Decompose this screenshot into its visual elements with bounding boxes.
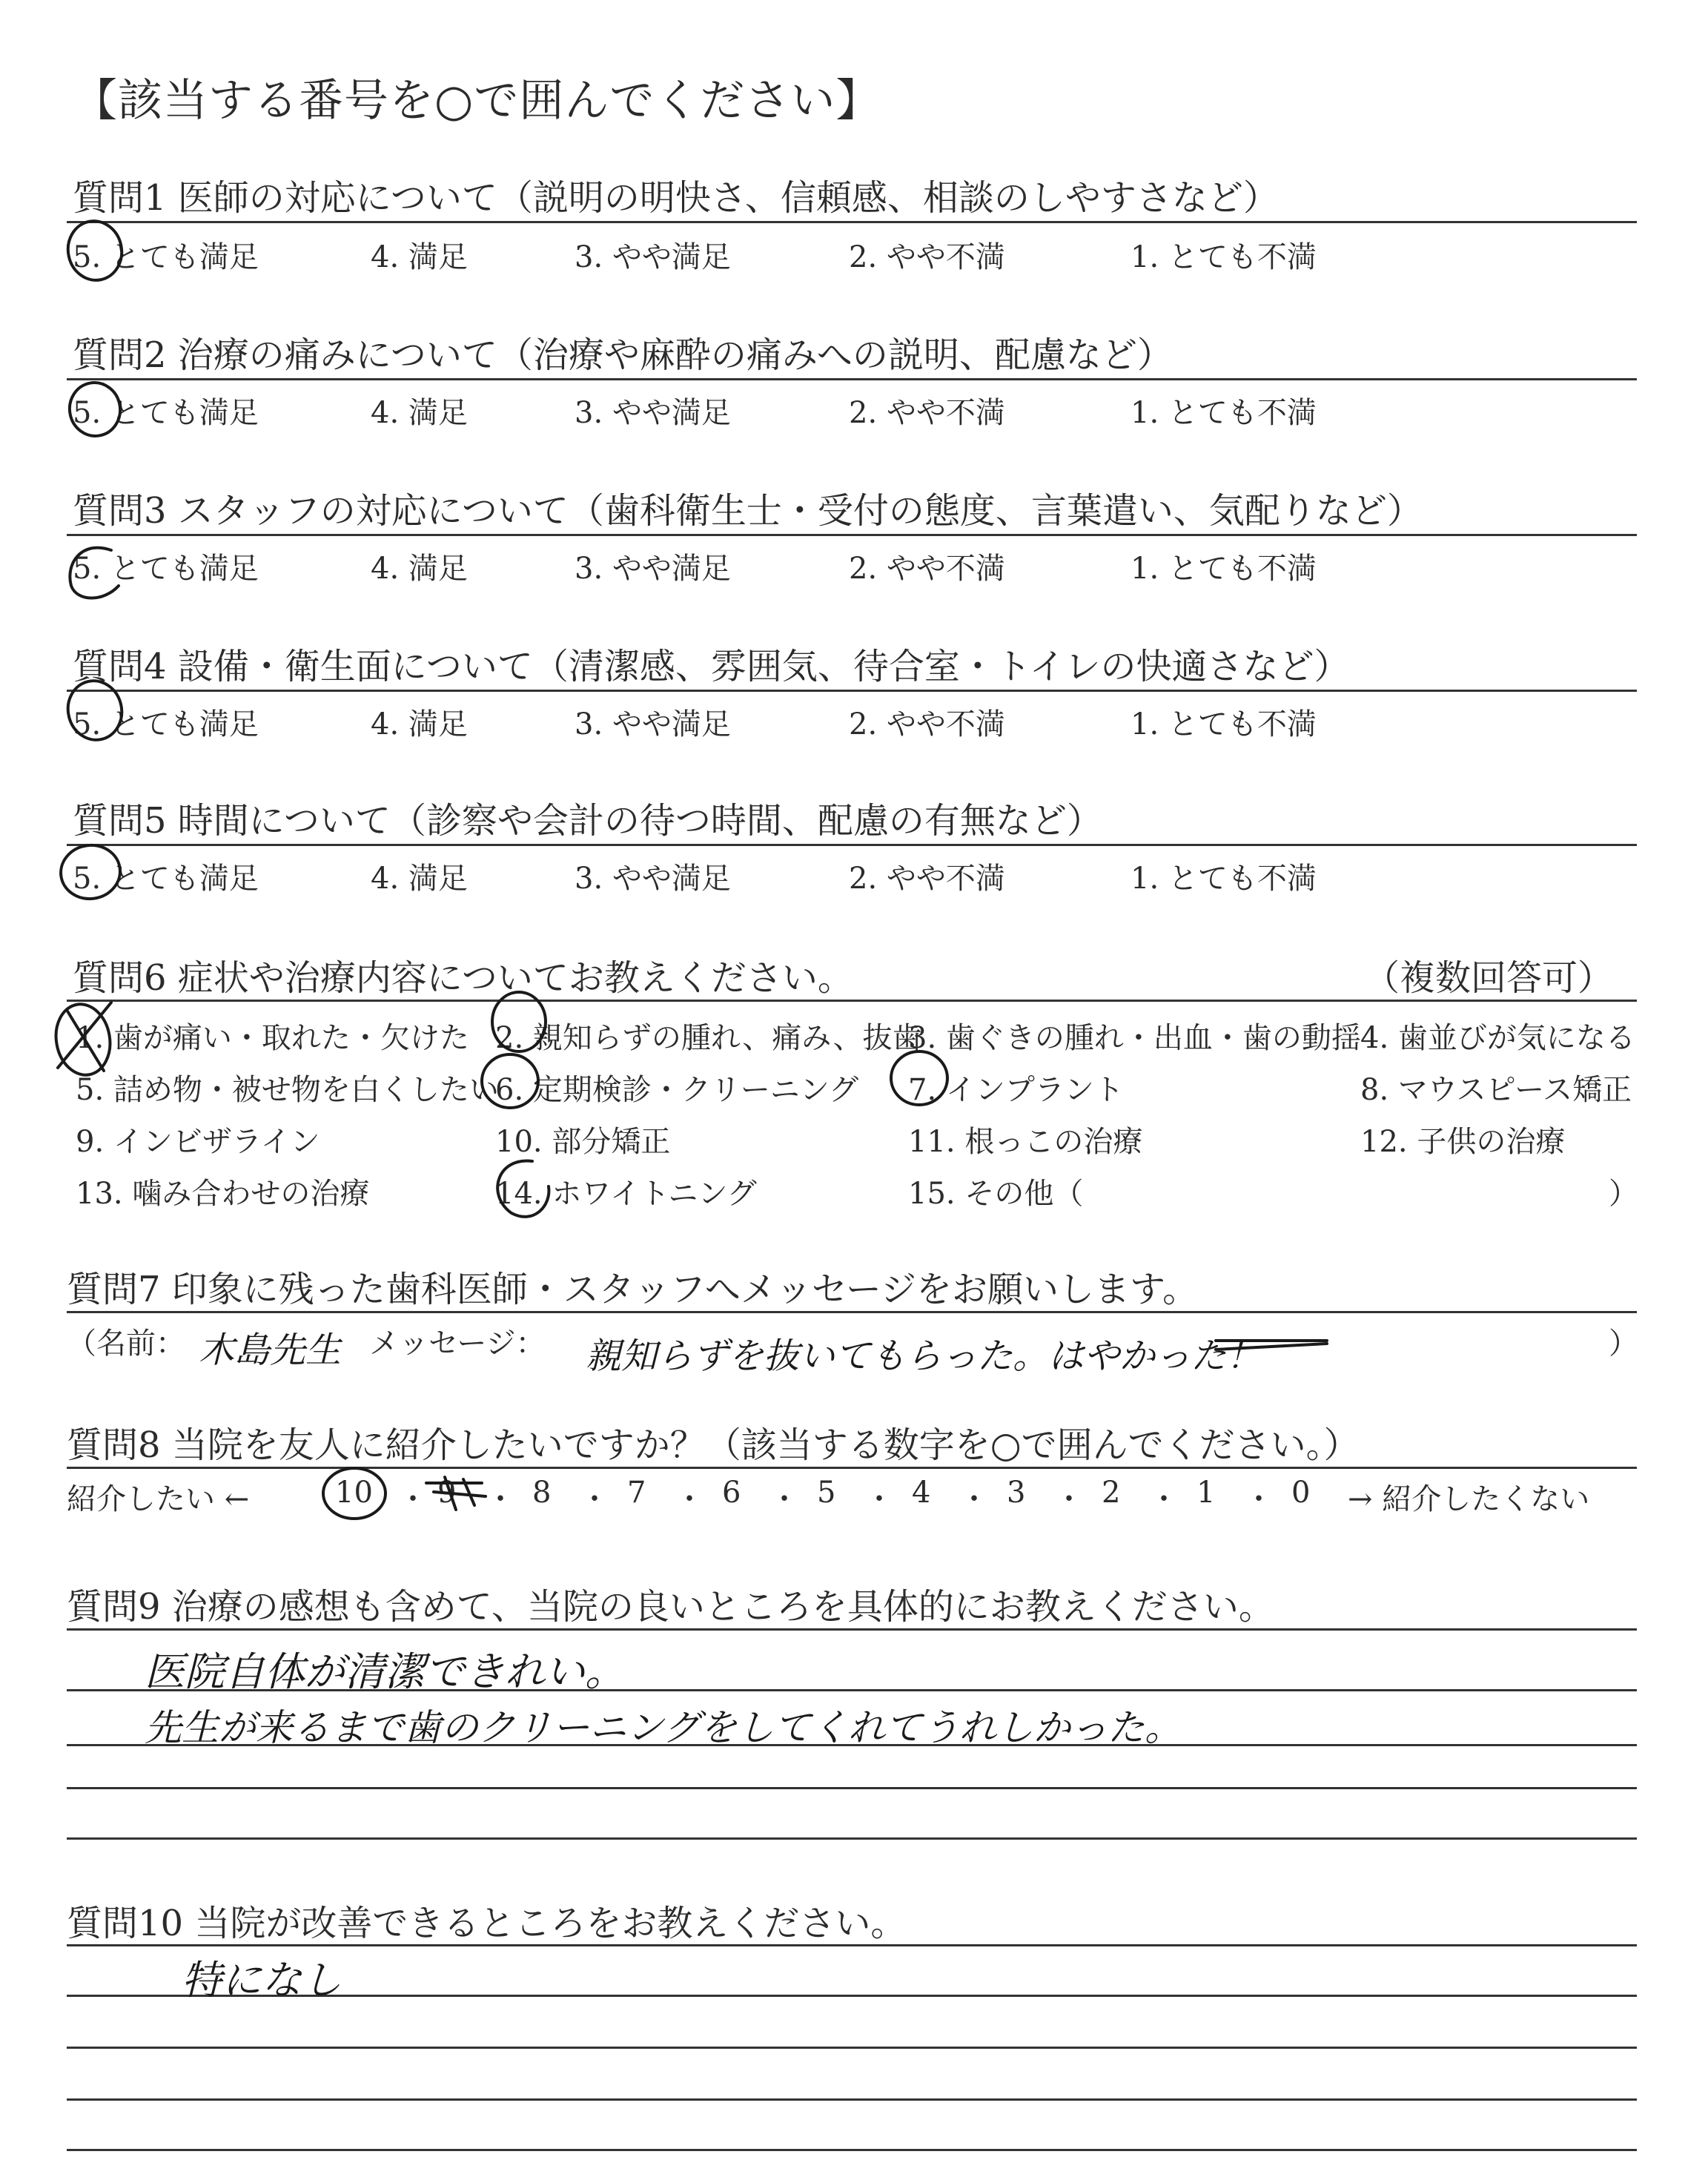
q8-sep: ・ [1054,1482,1084,1516]
q5-option-4[interactable]: 4. 満足 [371,862,468,896]
q6-option-15[interactable]: 15. その他（ [908,1177,1084,1211]
q8-sep: ・ [864,1482,894,1516]
q10-rule-1 [67,1944,1637,1946]
q1-rule [67,221,1637,223]
q4-option-2[interactable]: 2. やや不満 [849,707,1005,742]
q4-option-1[interactable]: 1. とても不満 [1131,707,1317,742]
q8-scale-0[interactable]: 0 [1291,1476,1311,1510]
q2-rule [67,378,1637,380]
q6-option-12[interactable]: 12. 子供の治療 [1360,1125,1566,1159]
q9-answer-line-2[interactable]: 先生が来るまで歯のクリーニングをしてくれてうれしかった。 [145,1706,1182,1749]
q4-label: 質問4 設備・衛生面について（清潔感、雰囲気、待合室・トイレの快適さなど） [73,646,1350,687]
q6-rule [67,1000,1637,1002]
q10-answer-line-1[interactable]: 特になし [182,1957,342,2004]
q6-option-7[interactable]: 7. インプラント [908,1073,1124,1107]
q3-option-2[interactable]: 2. やや不満 [849,552,1005,586]
q8-left-label: 紹介したい ← [67,1482,250,1516]
q8-scale-8[interactable]: 8 [532,1476,552,1510]
q1-label: 質問1 医師の対応について（説明の明快さ、信頼感、相談のしやすさなど） [73,177,1279,219]
q1-option-4[interactable]: 4. 満足 [371,240,468,274]
q10-rule-4 [67,2098,1637,2101]
q2-option-5[interactable]: 5. とても満足 [73,396,259,430]
q7-message-label: メッセージ： [369,1327,546,1361]
q8-sep: ・ [1149,1482,1179,1516]
q8-scale-5[interactable]: 5 [817,1476,836,1510]
q6-option-1[interactable]: 1. 歯が痛い・取れた・欠けた [76,1021,469,1055]
q6-option-3[interactable]: 3. 歯ぐきの腫れ・出血・歯の動揺 [908,1021,1361,1055]
q8-sep: ・ [398,1482,428,1516]
q10-label: 質問10 当院が改善できるところをお教えください。 [67,1903,907,1944]
q5-option-2[interactable]: 2. やや不満 [849,862,1005,896]
q8-right-label: → 紹介したくない [1348,1482,1590,1516]
q3-rule [67,534,1637,536]
q8-sep: ・ [486,1482,515,1516]
q8-label: 質問8 当院を友人に紹介したいですか？（該当する数字を○で囲んでください。） [67,1424,1360,1466]
q6-note: （複数回答可） [1364,957,1614,999]
q9-label: 質問9 治療の感想も含めて、当院の良いところを具体的にお教えください。 [67,1586,1274,1628]
q7-name-value[interactable]: 木島先生 [199,1330,342,1371]
q8-scale-9[interactable]: 9 [437,1476,457,1510]
q6-option-10[interactable]: 10. 部分矯正 [495,1125,671,1159]
q6-other-close: ） [1609,1177,1638,1211]
q3-label: 質問3 スタッフの対応について（歯科衛生士・受付の態度、言葉遣い、気配りなど） [73,490,1423,532]
q10-rule-3 [67,2047,1637,2049]
q9-rule-4 [67,1787,1637,1789]
q8-rule [67,1467,1637,1469]
q5-label: 質問5 時間について（診察や会計の待つ時間、配慮の有無など） [73,800,1102,842]
q10-rule-5 [67,2149,1637,2151]
q8-sep: ・ [959,1482,989,1516]
q4-option-3[interactable]: 3. やや満足 [575,707,731,742]
q8-sep: ・ [675,1482,704,1516]
q5-rule [67,844,1637,846]
q3-option-1[interactable]: 1. とても不満 [1131,552,1317,586]
q6-option-5[interactable]: 5. 詰め物・被せ物を白くしたい [76,1073,499,1107]
q8-sep: ・ [580,1482,609,1516]
page-title: 【該当する番号を○で囲んでください】 [73,75,881,127]
q5-option-3[interactable]: 3. やや満足 [575,862,731,896]
q4-rule [67,690,1637,692]
q2-option-2[interactable]: 2. やや不満 [849,396,1005,430]
q2-label: 質問2 治療の痛みについて（治療や麻酔の痛みへの説明、配慮など） [73,334,1173,376]
q9-answer-line-1[interactable]: 医院自体が清潔できれい。 [145,1648,625,1695]
q6-option-4[interactable]: 4. 歯並びが気になる [1360,1021,1635,1055]
q8-scale-6[interactable]: 6 [722,1476,741,1510]
q5-option-5[interactable]: 5. とても満足 [73,862,259,896]
q3-option-4[interactable]: 4. 満足 [371,552,468,586]
q6-option-14[interactable]: 14. ホワイトニング [495,1177,757,1211]
q8-scale-2[interactable]: 2 [1102,1476,1121,1510]
q8-sep: ・ [769,1482,799,1516]
q8-scale-10[interactable]: 10 [335,1476,373,1510]
q8-scale-4[interactable]: 4 [912,1476,931,1510]
q2-option-3[interactable]: 3. やや満足 [575,396,731,430]
q7-message-value[interactable]: 親知らずを抜いてもらった。はやかった！ [586,1335,1262,1377]
q2-option-1[interactable]: 1. とても不満 [1131,396,1317,430]
q2-option-4[interactable]: 4. 満足 [371,396,468,430]
q6-label: 質問6 症状や治療内容についてお教えください。 [73,957,853,999]
q7-label: 質問7 印象に残った歯科医師・スタッフへメッセージをお願いします。 [67,1269,1199,1310]
q8-sep: ・ [1244,1482,1274,1516]
q7-close: ） [1609,1327,1638,1361]
q1-option-1[interactable]: 1. とても不満 [1131,240,1317,274]
q1-option-3[interactable]: 3. やや満足 [575,240,731,274]
q8-scale-7[interactable]: 7 [627,1476,646,1510]
q8-scale-1[interactable]: 1 [1196,1476,1216,1510]
q5-option-1[interactable]: 1. とても不満 [1131,862,1317,896]
q3-option-5[interactable]: 5. とても満足 [73,552,259,586]
q6-option-6[interactable]: 6. 定期検診・クリーニング [495,1073,859,1107]
q9-rule-1 [67,1628,1637,1631]
q6-option-11[interactable]: 11. 根っこの治療 [908,1125,1143,1159]
q4-option-5[interactable]: 5. とても満足 [73,707,259,742]
q3-option-3[interactable]: 3. やや満足 [575,552,731,586]
q6-option-9[interactable]: 9. インビザライン [76,1125,320,1159]
q4-option-4[interactable]: 4. 満足 [371,707,468,742]
q9-rule-5 [67,1837,1637,1840]
q6-option-2[interactable]: 2. 親知らずの腫れ、痛み、抜歯 [495,1021,922,1055]
q6-option-8[interactable]: 8. マウスピース矯正 [1360,1073,1632,1107]
q1-option-2[interactable]: 2. やや不満 [849,240,1005,274]
q7-name-label: （名前： [67,1327,185,1361]
q7-rule [67,1311,1637,1313]
q1-option-5[interactable]: 5. とても満足 [73,240,259,274]
q6-option-13[interactable]: 13. 噛み合わせの治療 [76,1177,370,1211]
q8-scale-3[interactable]: 3 [1007,1476,1026,1510]
